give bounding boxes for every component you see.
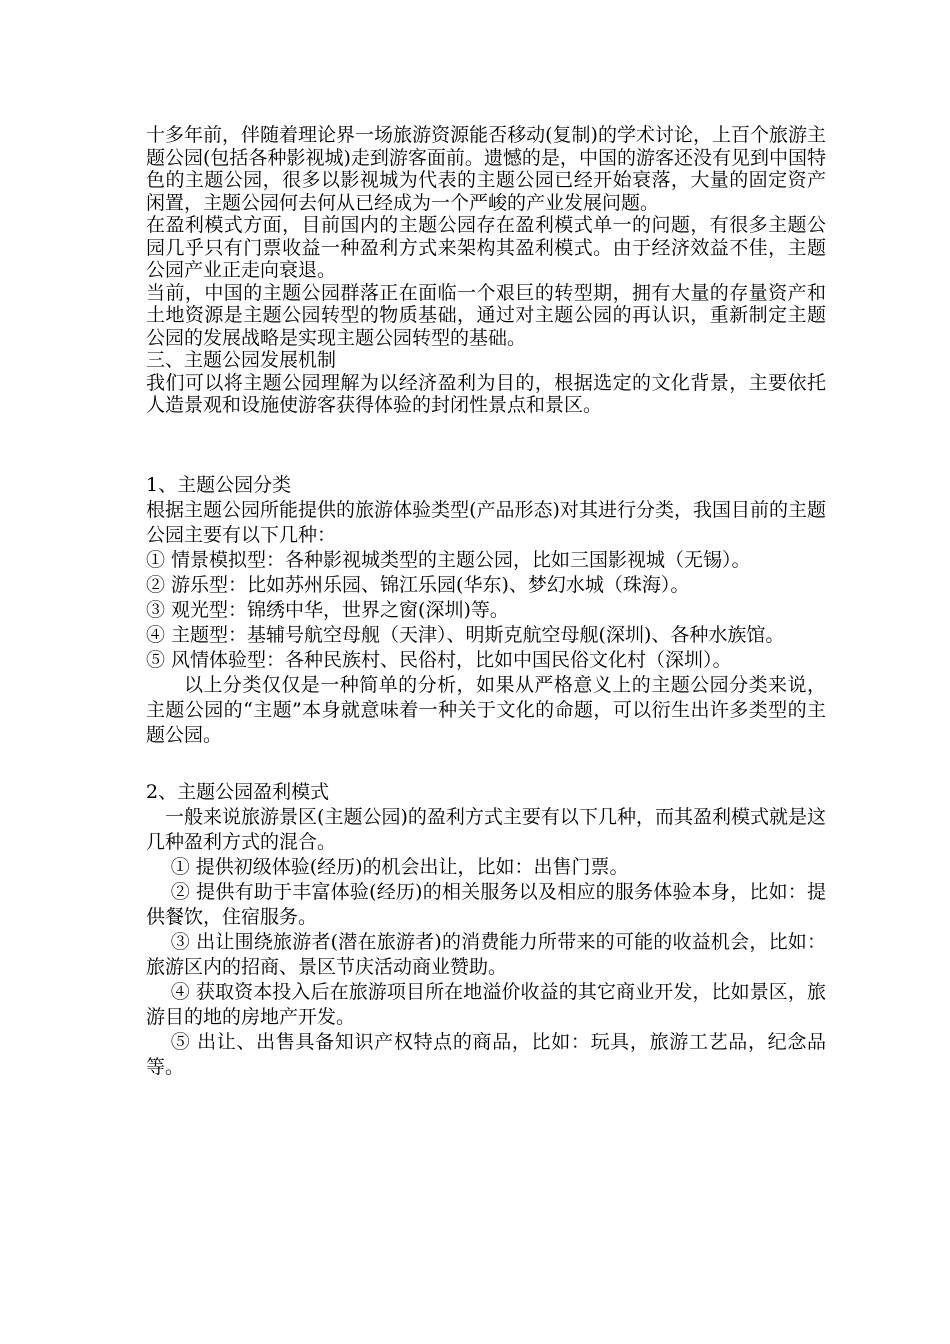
classification-item-2: ② 游乐型：比如苏州乐园、锦江乐园(华东)、梦幻水城（珠海）。 [146, 573, 690, 596]
profit-item-4: ④ 获取资本投入后在旅游项目所在地溢价收益的其它商业开发，比如景区，旅游目的地的房地产开发。 [146, 980, 826, 1028]
section-heading-profit: 2、主题公园盈利模式 [146, 780, 330, 803]
document-page [146, 124, 826, 1080]
spacer [146, 417, 826, 473]
profit-item-5: ⑤ 出让、出售具备知识产权特点的商品，比如：玩具，旅游工艺品，纪念品等。 [146, 1030, 826, 1078]
classification-item-4: ④ 主题型：基辅号航空母舰（天津）、明斯克航空母舰(深圳)、各种水族馆。 [146, 623, 785, 646]
classification-summary: 以上分类仅仅是一种简单的分析，如果从严格意义上的主题公园分类来说，主题公园的“主题”本身就意味着一种关于文化的命题，可以衍生出许多类型的主题公园。 [146, 673, 826, 746]
profit-item-3: ③ 出让围绕旅游者(潜在旅游者)的消费能力所带来的可能的收益机会，比如：旅游区内的招商、景区节庆活动商业赞助。 [146, 930, 826, 978]
classification-item-1: ① 情景模拟型：各种影视城类型的主题公园，比如三国影视城（无锡）。 [146, 548, 751, 571]
profit-intro: 一般来说旅游景区(主题公园)的盈利方式主要有以下几种，而其盈利模式就是这几种盈利方式的混合。 [146, 805, 826, 853]
profit-item-2: ② 提供有助于丰富体验(经历)的相关服务以及相应的服务体验本身，比如：提供餐饮，住宿服务。 [146, 880, 826, 928]
mechanism-paragraph: 我们可以将主题公园理解为以经济盈利为目的，根据选定的文化背景，主要依托人造景观和设施使游客获得体验的封闭性景点和景区。 [146, 371, 826, 416]
intro-paragraph-1: 十多年前，伴随着理论界一场旅游资源能否移动(复制)的学术讨论，上百个旅游主题公园(包括各种影视城)走到游客面前。遗憾的是，中国的游客还没有见到中国特色的主题公园，很多以影视城为代表的主题公园已经开始衰落，大量的固定资产闲置，主题公园何去何从已经成为一个严峻的产业发展问题。 [146, 124, 826, 214]
section-heading-classification: 1、主题公园分类 [146, 473, 292, 496]
intro-paragraph-2: 在盈利模式方面，目前国内的主题公园存在盈利模式单一的问题，有很多主题公园几乎只有门票收益一种盈利方式来架构其盈利模式。由于经济效益不佳，主题公园产业正走向衰退。 [146, 214, 826, 281]
classification-item-5: ⑤ 风情体验型：各种民族村、民俗村，比如中国民俗文化村（深圳）。 [146, 648, 732, 671]
classification-item-3: ③ 观光型：锦绣中华，世界之窗(深圳)等。 [146, 598, 509, 621]
classification-intro: 根据主题公园所能提供的旅游体验类型(产品形态)对其进行分类，我国目前的主题公园主要有以下几种： [146, 498, 826, 546]
profit-item-1: ① 提供初级体验(经历)的机会出让，比如：出售门票。 [170, 855, 629, 878]
intro-paragraph-3: 当前，中国的主题公园群落正在面临一个艰巨的转型期，拥有大量的存量资产和土地资源是主题公园转型的物质基础，通过对主题公园的再认识，重新制定主题公园的发展战略是实现主题公园转型的基础。 [146, 281, 826, 349]
section-heading-mechanism: 三、主题公园发展机制 [146, 349, 337, 371]
spacer [146, 748, 826, 780]
